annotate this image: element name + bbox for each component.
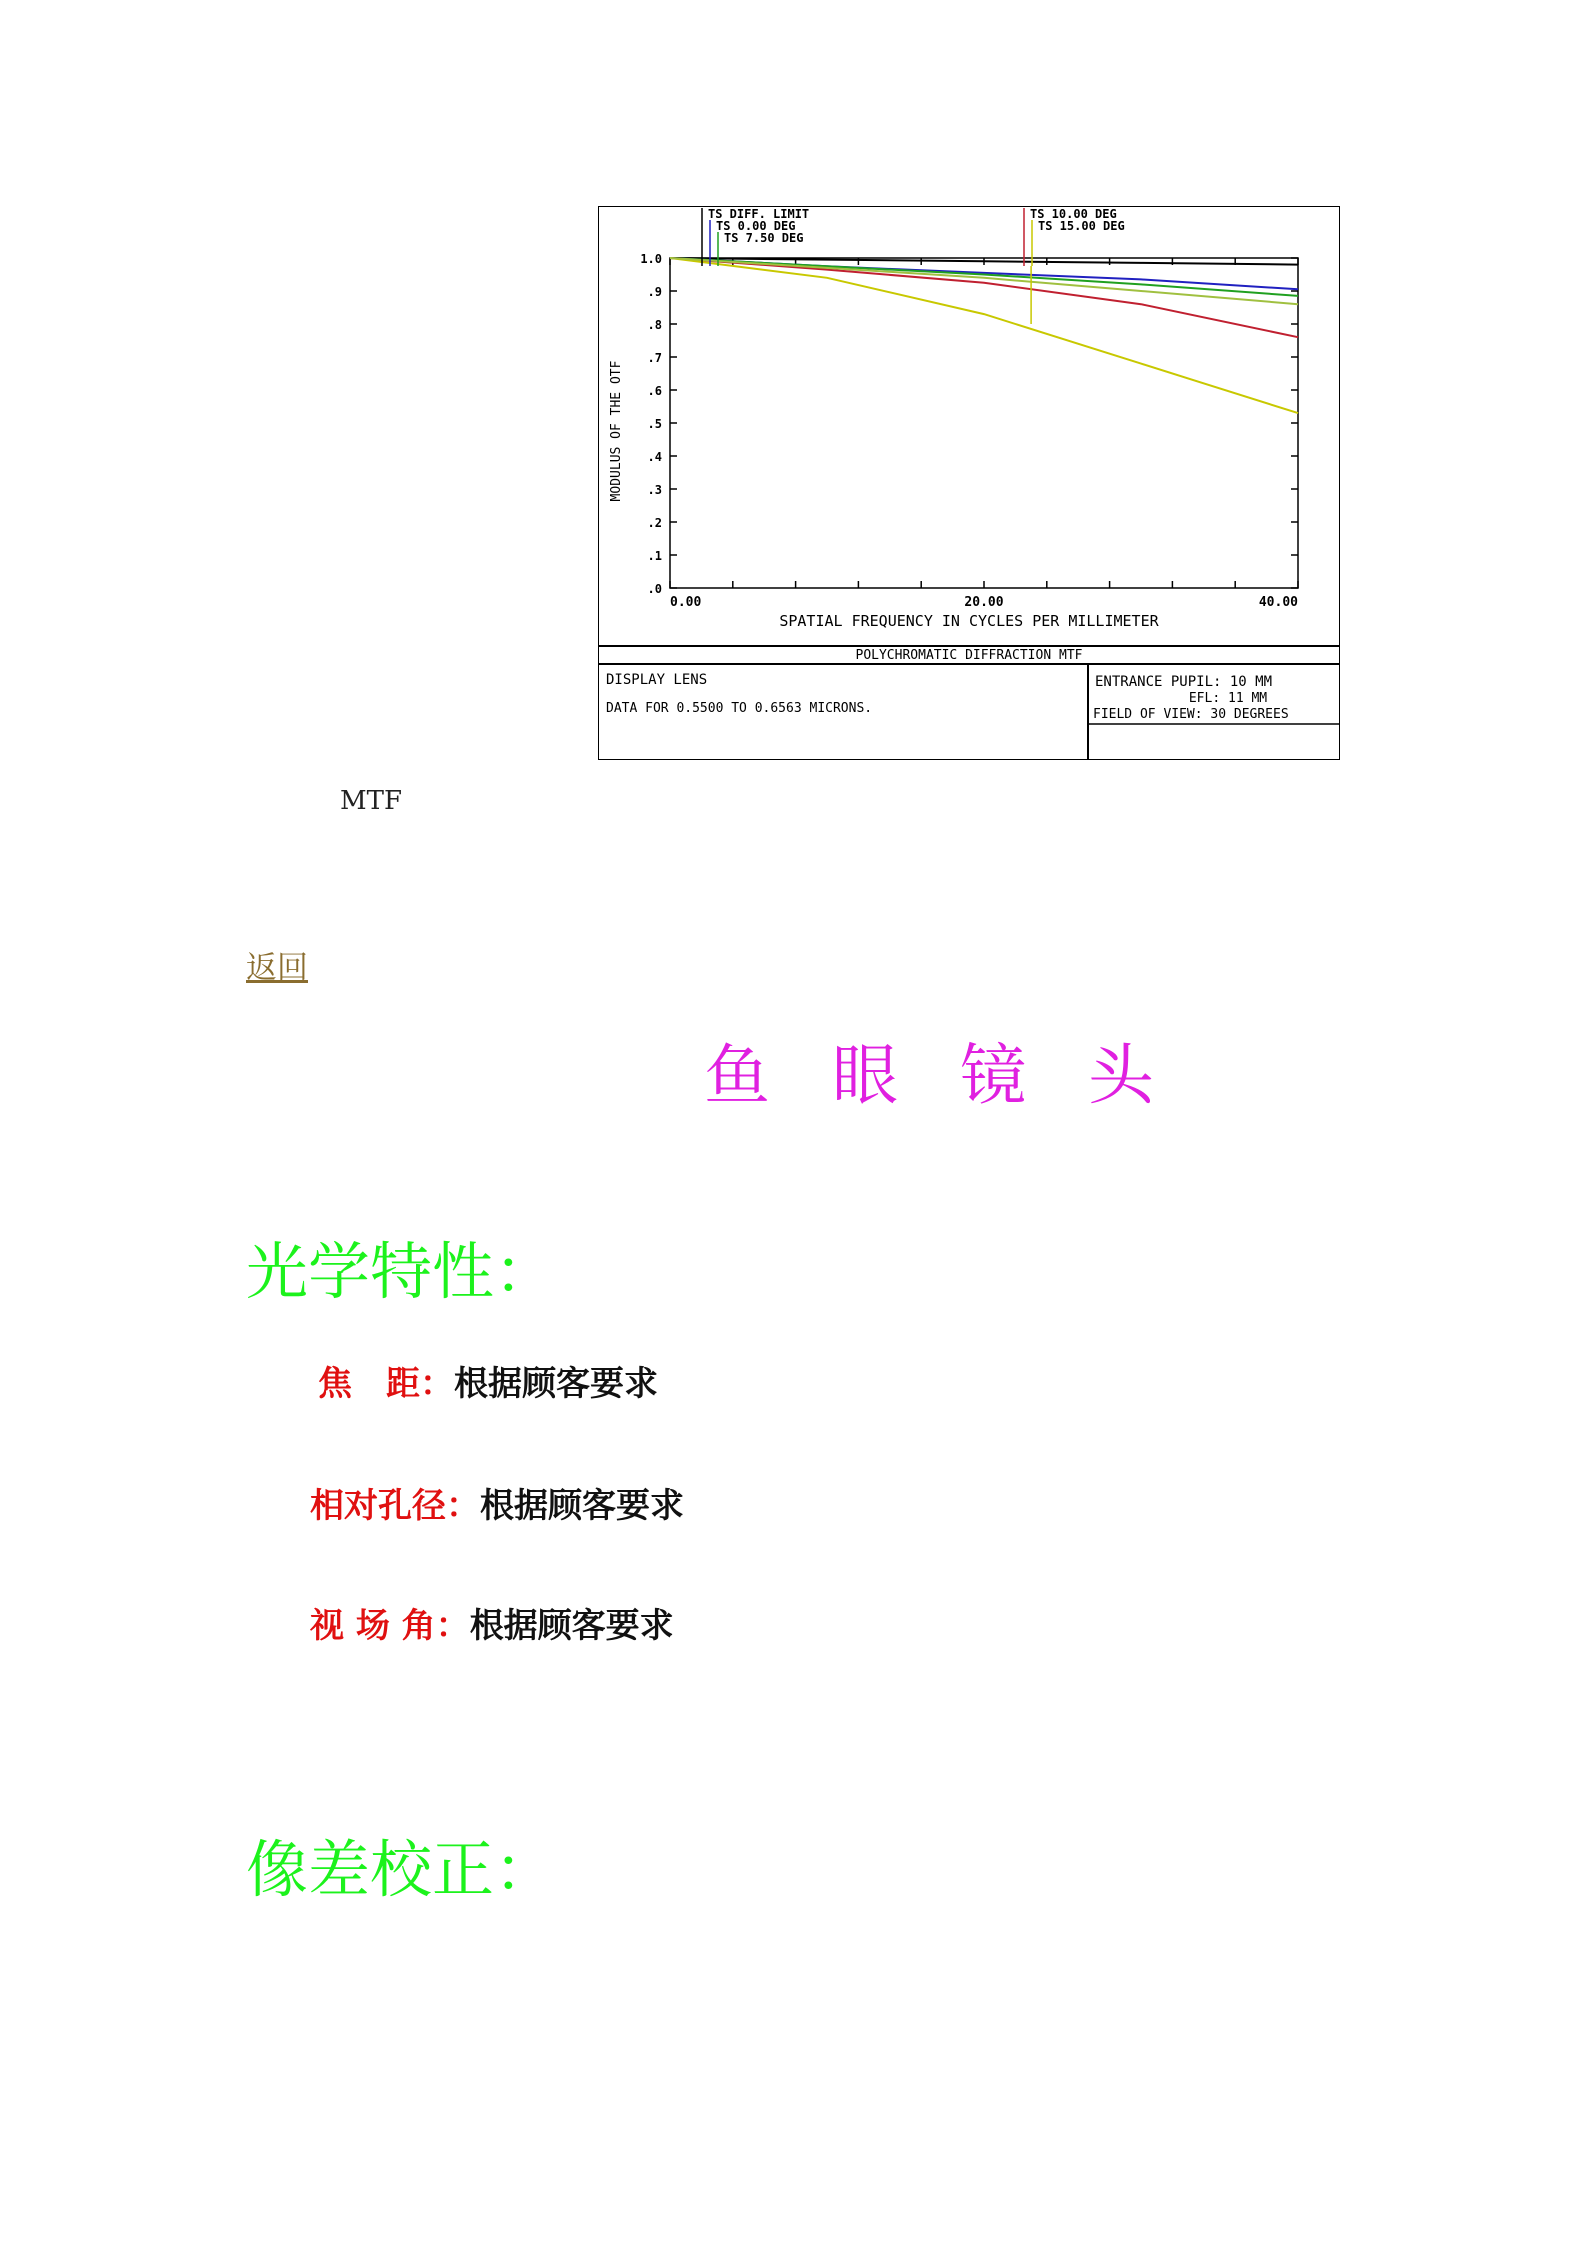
spec-focal-length <box>318 1356 658 1405</box>
y-tick-label: .8 <box>647 318 662 332</box>
legend-label: TS DIFF. LIMIT <box>708 207 810 221</box>
y-tick-label: .3 <box>647 483 662 497</box>
spec-value: 根据顾客要求 <box>480 1486 684 1526</box>
footer-entrance-pupil: ENTRANCE PUPIL: 10 MM <box>1095 674 1273 690</box>
section-heading-aberration: 像差校正： <box>246 1833 557 1906</box>
y-tick-label: .5 <box>647 417 662 431</box>
x-axis-label: SPATIAL FREQUENCY IN CYCLES PER MILLIMETER <box>779 612 1159 630</box>
legend-label: TS 10.00 DEG <box>1030 207 1117 221</box>
x-tick-label: 0.00 <box>670 595 702 610</box>
chart-title: POLYCHROMATIC DIFFRACTION MTF <box>855 648 1083 663</box>
footer-field-of-view: FIELD OF VIEW: 30 DEGREES <box>1093 707 1289 722</box>
y-tick-label: .4 <box>647 450 662 464</box>
y-tick-label: 1.0 <box>640 252 662 266</box>
footer-data-range: DATA FOR 0.5500 TO 0.6563 MICRONS. <box>606 701 873 716</box>
x-tick-label: 20.00 <box>964 595 1004 610</box>
y-tick-label: .9 <box>647 285 662 299</box>
spec-field-of-view <box>310 1598 674 1647</box>
back-link[interactable]: 返回 <box>246 950 308 986</box>
spec-label: 焦 距： <box>318 1364 454 1404</box>
section-heading-optical: 光学特性： <box>246 1235 557 1308</box>
y-tick-label: .2 <box>647 516 662 530</box>
footer-efl: EFL: 11 MM <box>1188 691 1268 706</box>
mtf-chart <box>598 206 1340 760</box>
spec-value: 根据顾客要求 <box>454 1364 658 1404</box>
legend-label: TS 15.00 DEG <box>1038 219 1125 233</box>
spec-label: 相对孔径： <box>310 1486 480 1526</box>
spec-label: 视 场 角： <box>310 1606 470 1646</box>
legend-label: TS 0.00 DEG <box>716 219 796 233</box>
y-tick-label: .0 <box>647 582 662 596</box>
y-tick-label: .7 <box>647 351 662 365</box>
page-title: 鱼眼镜头 <box>704 1037 1216 1114</box>
spec-value: 根据顾客要求 <box>469 1606 674 1646</box>
figure-caption: MTF <box>340 786 403 816</box>
x-tick-label: 40.00 <box>1258 595 1298 610</box>
legend-label: TS 7.50 DEG <box>724 231 804 245</box>
y-tick-label: .6 <box>647 384 662 398</box>
spec-relative-aperture <box>310 1478 684 1527</box>
y-axis-label: MODULUS OF THE OTF <box>609 360 624 502</box>
y-tick-label: .1 <box>647 549 662 563</box>
footer-lens-name: DISPLAY LENS <box>606 672 708 688</box>
